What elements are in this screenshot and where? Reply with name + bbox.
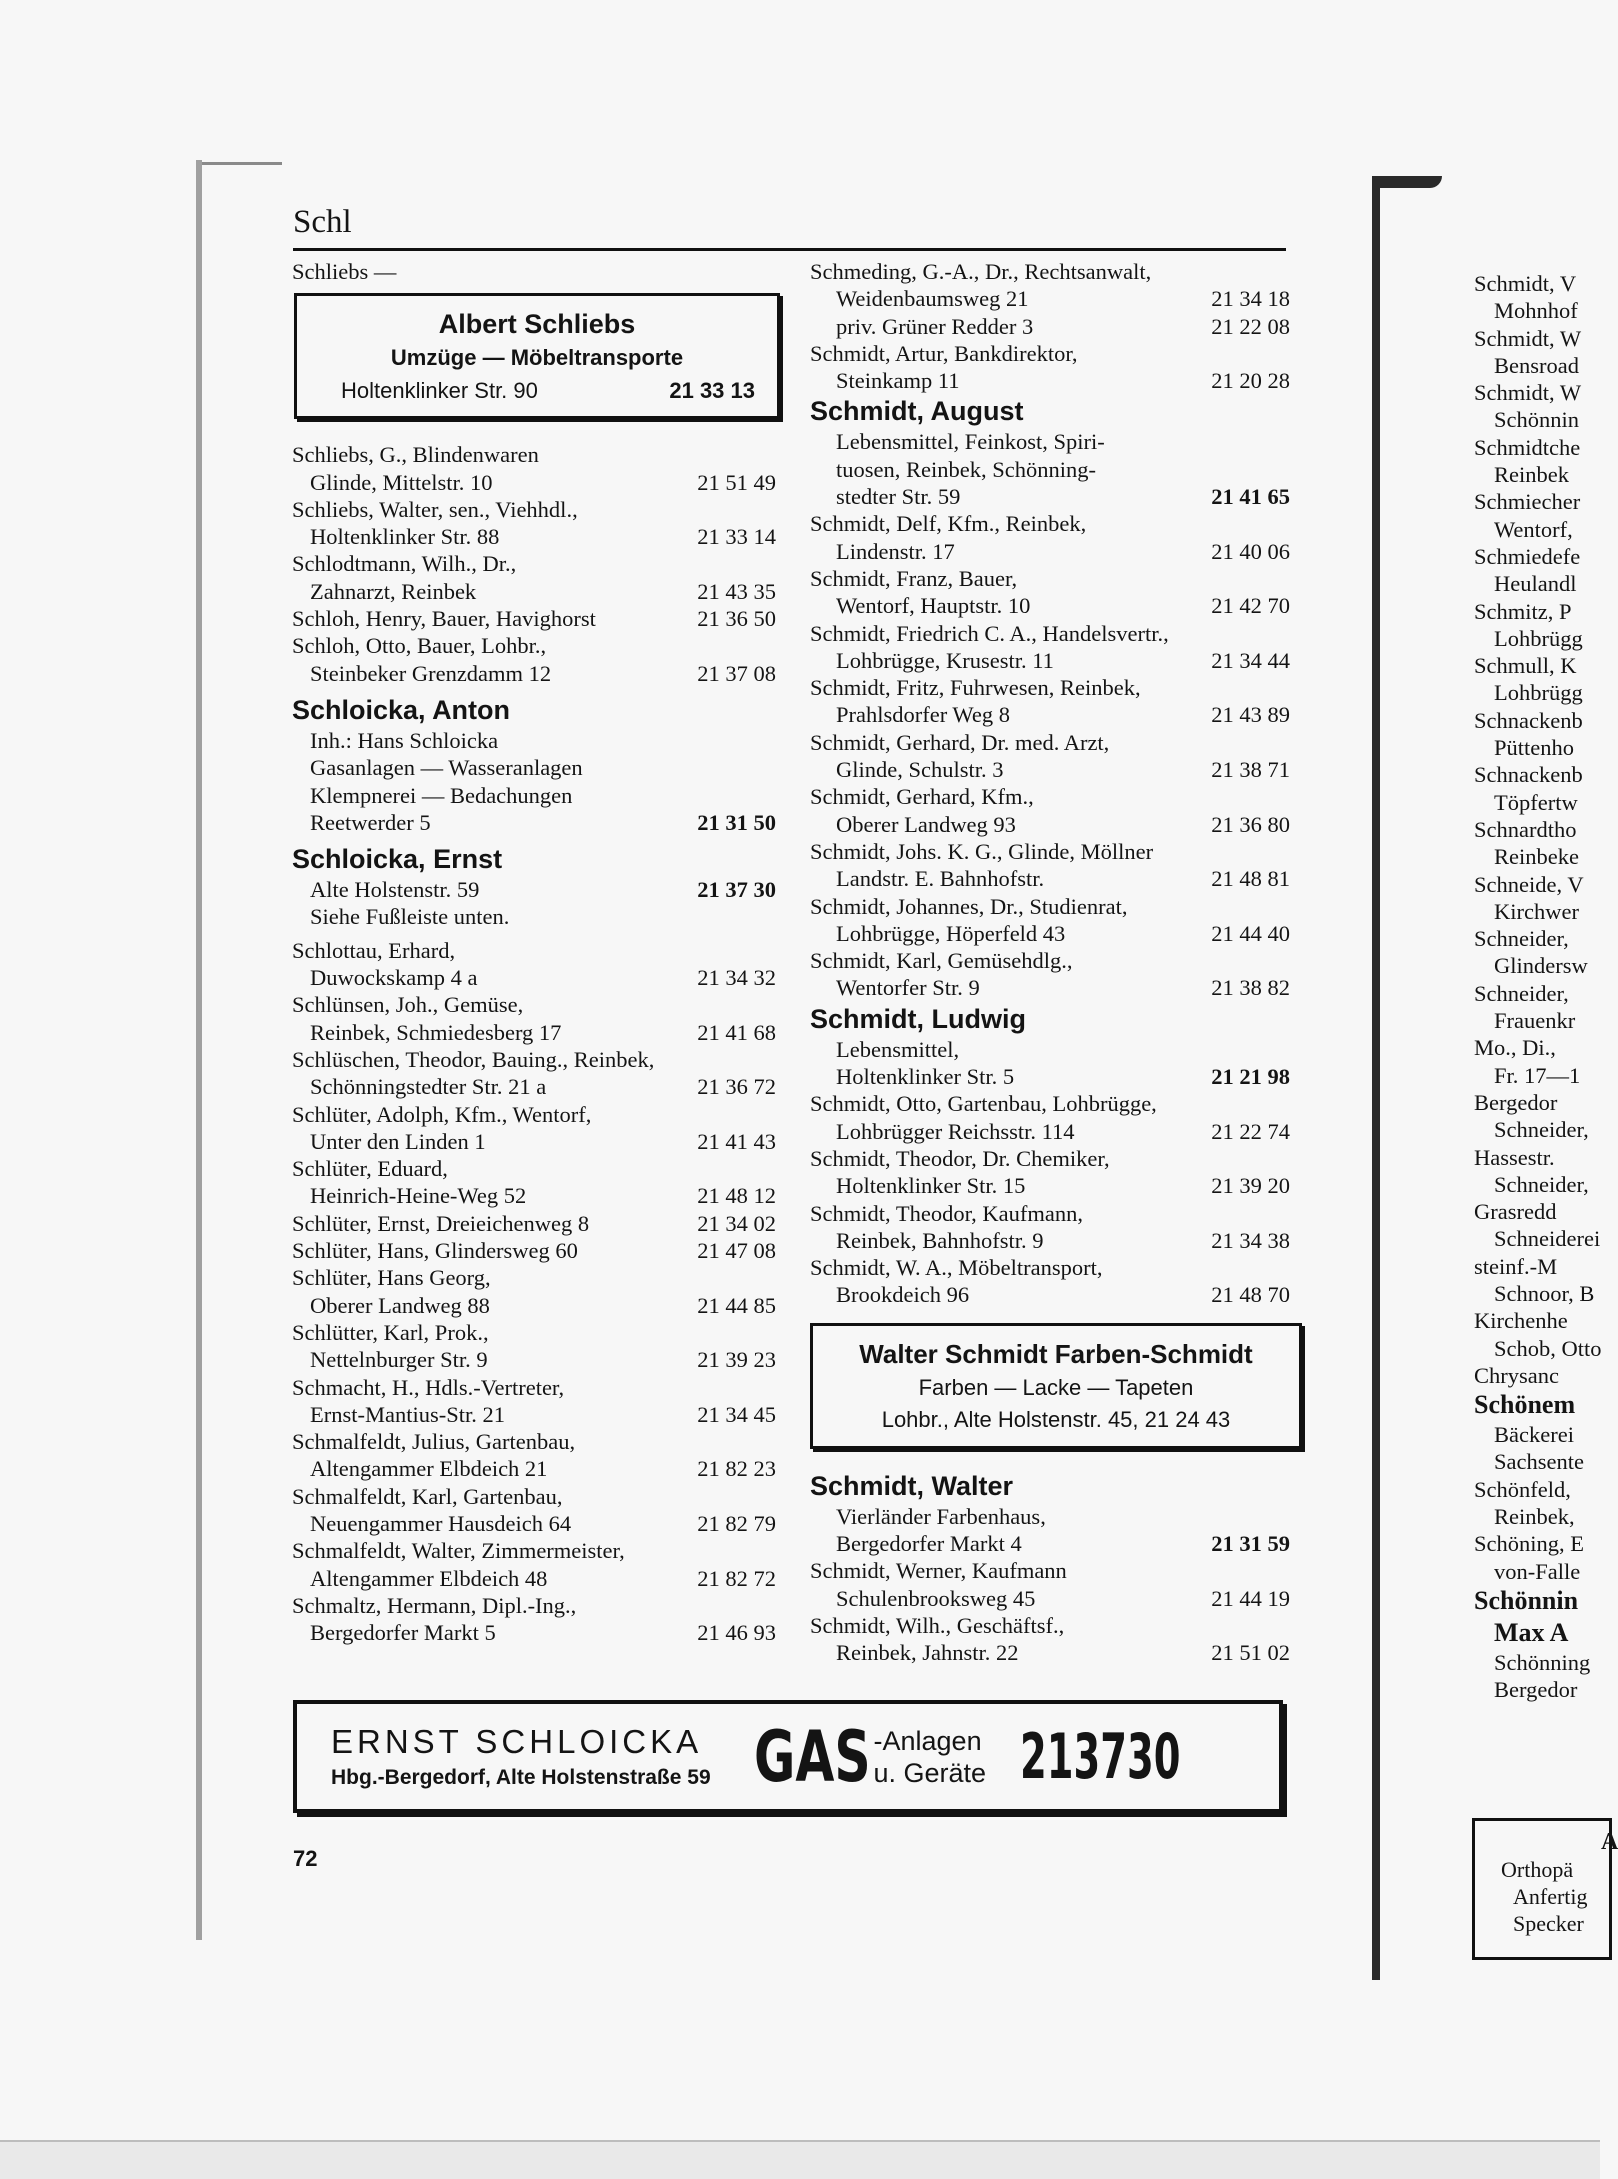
entry-address: Lohbrügge, Höperfeld 43	[836, 920, 1066, 946]
entry-heading: Schmidt, Walter	[810, 1470, 1014, 1501]
entry-detail	[810, 285, 1290, 312]
footer-ad-line2: u. Geräte	[873, 1757, 987, 1788]
list-item	[810, 510, 1290, 565]
entry-name: Schmidt, Johannes, Dr., Studienrat,	[810, 893, 1128, 919]
entry-address: Holtenklinker Str. 15	[836, 1173, 1026, 1199]
right-column-fragment: Kirchwer	[1494, 898, 1579, 924]
entry-phone: 21 82 72	[697, 1565, 776, 1591]
entry-address: Unter den Linden 1	[310, 1128, 486, 1154]
list-item	[292, 1319, 776, 1374]
list-item	[810, 340, 1290, 395]
right-column-fragment: Wentorf,	[1494, 516, 1573, 542]
entry-phone: 21 46 93	[697, 1620, 776, 1646]
entry-phone: 21 36 80	[1211, 811, 1290, 837]
entry-detail	[292, 1128, 776, 1155]
footer-ad-company: ERNST SCHLOICKA	[331, 1722, 703, 1760]
entry-phone: 21 36 50	[697, 606, 776, 632]
entry-phone: 21 40 06	[1211, 538, 1290, 564]
entry-heading: Schloicka, Anton	[292, 694, 511, 725]
ad-subtitle: Farben — Lacke — Tapeten	[918, 1374, 1194, 1400]
entry-phone: 21 44 85	[697, 1292, 776, 1318]
right-column-fragment: Lohbrügg	[1494, 625, 1583, 651]
entry-name: Schlüschen, Theodor, Bauing., Reinbek,	[292, 1046, 655, 1072]
entry-name: Schmidt, Theodor, Kaufmann,	[810, 1200, 1084, 1226]
entry-detail	[292, 876, 776, 903]
right-column-fragment: Schmull, K	[1474, 653, 1577, 679]
entry-detail	[292, 1401, 776, 1428]
entry-address: Lohbrügge, Krusestr. 11	[836, 647, 1054, 673]
right-column-fragment: Bäckerei	[1494, 1422, 1574, 1448]
entry-address: Wentorfer Str. 9	[836, 975, 980, 1001]
entry-detail	[810, 1585, 1290, 1612]
entry-detail	[292, 1292, 776, 1319]
entry-phone: 21 37 30	[697, 877, 776, 903]
entry-address: Wentorf, Hauptstr. 10	[836, 593, 1031, 619]
ad-address: Lohbr., Alte Holstenstr. 45, 21 24 43	[881, 1406, 1231, 1432]
entry-detail	[292, 1565, 776, 1592]
entry-name: Schmalfeldt, Walter, Zimmermeister,	[292, 1538, 625, 1564]
entry-phone: 21 51 02	[1211, 1640, 1290, 1666]
ad-address-row	[313, 374, 761, 406]
ad-address: Holtenklinker Str. 90	[341, 378, 538, 404]
entry-address: Bergedorfer Markt 5	[310, 1620, 496, 1646]
right-column-fragment: Hassestr.	[1474, 1144, 1555, 1170]
scan-bottom-band	[0, 2140, 1600, 2179]
entry-phone: 21 82 23	[697, 1456, 776, 1482]
right-column-fragment: Schönem	[1474, 1390, 1576, 1420]
list-item	[292, 1155, 776, 1210]
left-column	[292, 258, 776, 1646]
right-column-fragment: Schnackenb	[1474, 707, 1583, 733]
right-column-fragment: Schneider,	[1494, 1117, 1589, 1143]
entry-phone: 21 22 74	[1211, 1118, 1290, 1144]
entry-phone: 21 41 65	[1211, 484, 1290, 510]
right-column-fragment: Heulandl	[1494, 571, 1577, 597]
entry-phone: 21 48 12	[697, 1183, 776, 1209]
list-item	[810, 947, 1290, 1002]
entry-detail	[292, 469, 776, 496]
entry-detail	[810, 701, 1290, 728]
right-column-fragment: Schmiedefe	[1474, 543, 1581, 569]
entry-name: Schmidt, Wilh., Geschäftsf.,	[810, 1612, 1065, 1638]
entry-address: Holtenklinker Str. 88	[310, 524, 500, 550]
entry-detail	[810, 865, 1290, 892]
list-item	[292, 1210, 776, 1237]
entry-detail	[292, 1619, 776, 1646]
right-column-fragment: Töpfertw	[1494, 789, 1578, 815]
ad-subtitle: Umzüge — Möbeltransporte	[390, 345, 684, 371]
entry-detail	[810, 1281, 1290, 1308]
entry-phone: 21 38 71	[1211, 757, 1290, 783]
book-spine	[1372, 180, 1380, 1980]
entry-address: Glinde, Mittelstr. 10	[310, 469, 493, 495]
ad-title: Albert Schliebs	[438, 309, 636, 340]
entry-phone: 21 37 08	[697, 660, 776, 686]
list-item	[292, 550, 776, 605]
list-item	[292, 1483, 776, 1538]
entry-address: Ernst-Mantius-Str. 21	[310, 1401, 505, 1427]
entry-heading: Schmidt, August	[810, 396, 1024, 427]
entry-phone: 21 41 68	[697, 1019, 776, 1045]
entry-phone: 21 31 50	[697, 809, 776, 835]
right-column-fragment: Schmidtche	[1474, 434, 1581, 460]
ad-phone: 21 33 13	[669, 378, 755, 404]
entry-address: Altengammer Elbdeich 21	[310, 1456, 548, 1482]
entry-address: Schönningstedter Str. 21 a	[310, 1074, 547, 1100]
entry-name: Schmalfeldt, Julius, Gartenbau,	[292, 1429, 576, 1455]
entry-phone: 21 43 89	[1211, 702, 1290, 728]
entry-address: Prahlsdorfer Weg 8	[836, 702, 1010, 728]
list-item	[810, 729, 1290, 784]
entry-address: Brookdeich 96	[836, 1282, 970, 1308]
list-item	[292, 937, 776, 992]
right-column-fragment: Lohbrügg	[1494, 680, 1583, 706]
entry-address: Steinkamp 11	[836, 368, 960, 394]
entry-address: Duwockskamp 4 a	[310, 965, 478, 991]
entry-name: Schmidt, Friedrich C. A., Handelsvertr.,	[810, 620, 1169, 646]
list-item	[810, 1145, 1290, 1200]
list-item	[810, 1612, 1290, 1667]
entry-detail	[292, 1455, 776, 1482]
entry-name: Schloh, Otto, Bauer, Lohbr.,	[292, 633, 547, 659]
entry-name: Schmaltz, Hermann, Dipl.-Ing.,	[292, 1592, 577, 1618]
lead-text: Schliebs —	[292, 259, 397, 284]
right-column-fragment: Sachsente	[1494, 1449, 1584, 1475]
footer-ad-street: Hbg.-Bergedorf, Alte Holstenstraße 59	[331, 1765, 711, 1789]
list-item	[292, 1537, 776, 1592]
entry-detail	[810, 313, 1290, 340]
right-column-fragment: Reinbek,	[1494, 1504, 1575, 1530]
entry-phone: 21 36 72	[697, 1074, 776, 1100]
entry-detail	[810, 538, 1290, 565]
entry-detail-line: Vierländer Farbenhaus,	[836, 1503, 1046, 1529]
entry-name: Schmidt, Theodor, Dr. Chemiker,	[810, 1145, 1110, 1171]
entry-name: Schlüter, Hans Georg,	[292, 1265, 491, 1291]
entry-phone: 21 34 02	[697, 1210, 776, 1236]
entry-detail	[810, 367, 1290, 394]
right-column-fragment: Schneider,	[1474, 980, 1569, 1006]
entry-name: Schliebs, G., Blindenwaren	[292, 442, 539, 468]
entry-name: Schlüter, Hans, Glindersweg 60	[292, 1238, 578, 1264]
right-column-fragment: Fr. 17—1	[1494, 1062, 1581, 1088]
entry-phone: 21 47 08	[697, 1238, 776, 1264]
list-item	[292, 632, 776, 687]
right-column-fragment: von-Falle	[1494, 1558, 1581, 1584]
entry-name: Schlünsen, Joh., Gemüse,	[292, 992, 524, 1018]
entry-detail	[292, 964, 776, 991]
right-column-fragment: Schmidt, V	[1474, 271, 1577, 296]
right-column-fragment: Schneide, V	[1474, 871, 1584, 897]
right-column-fragment: Schnackenb	[1474, 762, 1583, 788]
entry-address: Bergedorfer Markt 4	[836, 1530, 1022, 1556]
entry-phone: 21 39 23	[697, 1347, 776, 1373]
entry-address: Lindenstr. 17	[836, 538, 955, 564]
entry-detail	[292, 1510, 776, 1537]
right-ad-line: Specker	[1513, 1911, 1584, 1936]
entry-phone: 21 31 59	[1211, 1530, 1290, 1556]
entry-detail	[810, 1530, 1290, 1557]
entry-phone: 21 82 79	[697, 1510, 776, 1536]
entry-detail	[810, 1639, 1290, 1666]
entry-detail	[810, 811, 1290, 838]
entry-phone: 21 51 49	[697, 469, 776, 495]
right-ad-line: Orthopä	[1501, 1857, 1574, 1882]
entry-name: Schmidt, Gerhard, Dr. med. Arzt,	[810, 729, 1110, 755]
entry-detail	[810, 592, 1290, 619]
list-item	[292, 1428, 776, 1483]
right-column-fragment: Glindersw	[1494, 953, 1588, 979]
footer-ad-line1: -Anlagen	[873, 1725, 982, 1756]
entry-address: Steinbeker Grenzdamm 12	[310, 660, 552, 686]
right-column-fragment: Schmitz, P	[1474, 598, 1572, 624]
entry-name: Schmidt, Delf, Kfm., Reinbek,	[810, 511, 1087, 537]
right-ad-fragment	[1472, 1818, 1618, 1960]
right-column-fragment: Reinbeke	[1494, 844, 1579, 870]
right-column-fragment: Bensroad	[1494, 352, 1579, 378]
entry-address: Zahnarzt, Reinbek	[310, 578, 477, 604]
entry-detail-line: Klempnerei — Bedachungen	[310, 782, 573, 808]
entry-detail	[810, 756, 1290, 783]
entry-name: Schmidt, W. A., Möbeltransport,	[810, 1255, 1103, 1281]
entry-address: Reinbek, Bahnhofstr. 9	[836, 1227, 1044, 1253]
right-column-fragment: Max A	[1494, 1617, 1569, 1647]
right-column-fragment: Schönning	[1494, 1649, 1591, 1675]
entry-detail-line: tuosen, Reinbek, Schönning-	[836, 456, 1096, 482]
entry-detail	[292, 660, 776, 687]
entry-phone: 21 34 38	[1211, 1227, 1290, 1253]
entry-phone: 21 34 44	[1211, 647, 1290, 673]
list-item	[810, 1557, 1290, 1612]
entry-address: Reinbek, Schmiedesberg 17	[310, 1019, 562, 1045]
entry-heading: Schloicka, Ernst	[292, 844, 503, 875]
right-column-fragment: Schönnin	[1494, 407, 1580, 433]
entry-address: Nettelnburger Str. 9	[310, 1347, 488, 1373]
entry-phone: 21 39 20	[1211, 1173, 1290, 1199]
entry-address: Reinbek, Jahnstr. 22	[836, 1640, 1019, 1666]
ad-albert-schliebs	[294, 293, 780, 419]
entry-phone: 21 21 98	[1211, 1064, 1290, 1090]
entry-name: Schlüter, Adolph, Kfm., Wentorf,	[292, 1101, 592, 1127]
entry-phone: 21 34 32	[697, 965, 776, 991]
list-item	[292, 1264, 776, 1319]
list-item	[810, 1090, 1290, 1145]
entry-note: Siehe Fußleiste unten.	[310, 904, 510, 930]
right-column-fragment: Schönfeld,	[1474, 1476, 1571, 1502]
entry-address: Neuengammer Hausdeich 64	[310, 1510, 572, 1536]
entry-detail	[292, 578, 776, 605]
list-item	[292, 496, 776, 551]
entry-phone: 21 33 14	[697, 524, 776, 550]
entry-address: Oberer Landweg 93	[836, 811, 1016, 837]
entry-phone: 21 44 19	[1211, 1585, 1290, 1611]
list-item	[810, 783, 1290, 838]
right-column-fragment: Grasredd	[1474, 1199, 1557, 1225]
entry-address: Alte Holstenstr. 59	[310, 877, 480, 903]
entry-phone: 21 48 70	[1211, 1282, 1290, 1308]
list-item	[292, 1237, 776, 1264]
entry-name: Schmidt, Fritz, Fuhrwesen, Reinbek,	[810, 675, 1141, 701]
entry-name: Schlottau, Erhard,	[292, 937, 456, 963]
right-column-fragment: Schönnin	[1474, 1585, 1579, 1615]
right-column-fragment: Schmidt, W	[1474, 325, 1582, 351]
page-number: 72	[293, 1846, 318, 1871]
middle-column	[810, 258, 1290, 1666]
header-rule	[293, 248, 1286, 251]
right-ad-line: A	[1601, 1829, 1618, 1855]
entry-detail	[292, 809, 776, 836]
entry-name: Schmidt, Werner, Kaufmann	[810, 1558, 1067, 1584]
entry-address: Landstr. E. Bahnhofstr.	[836, 866, 1045, 892]
page-top-edge	[202, 162, 282, 165]
list-item	[810, 620, 1290, 675]
entry-name: Schlüter, Eduard,	[292, 1156, 448, 1182]
entry-name: Schloh, Henry, Bauer, Havighorst	[292, 606, 596, 632]
entry-heading: Schmidt, Ludwig	[810, 1003, 1026, 1034]
page-edge	[196, 160, 202, 1940]
right-column-fragment: Reinbek	[1494, 462, 1569, 488]
entry-name: Schmidt, Karl, Gemüsehdlg.,	[810, 948, 1073, 974]
list-item	[810, 1254, 1290, 1309]
entry-name: Schmeding, G.-A., Dr., Rechtsanwalt,	[810, 259, 1152, 284]
right-column-fragment: Schmiecher	[1474, 489, 1581, 515]
right-column-fragment: Schneider,	[1494, 1171, 1589, 1197]
right-column-fragment: Frauenkr	[1494, 1008, 1576, 1034]
entry-detail	[292, 1346, 776, 1373]
right-column-fragment: Schnardtho	[1474, 816, 1577, 842]
entry-phone: 21 48 81	[1211, 866, 1290, 892]
entry-name: Schliebs, Walter, sen., Viehhdl.,	[292, 496, 578, 522]
right-column-fragment: Schneider,	[1474, 926, 1569, 952]
right-column-fragment: Schöning, E	[1474, 1531, 1584, 1557]
entry-detail	[810, 974, 1290, 1001]
entry-phone: 21 22 08	[1211, 313, 1290, 339]
entry-name: Schlodtmann, Wilh., Dr.,	[292, 551, 517, 577]
entry-phone: 21 20 28	[1211, 368, 1290, 394]
entry-phone: 21 41 43	[697, 1128, 776, 1154]
list-item	[292, 605, 776, 632]
entry-detail-line: Lebensmittel,	[836, 1036, 960, 1062]
list-item	[292, 1374, 776, 1429]
entry-detail	[292, 1182, 776, 1209]
entry-address: Glinde, Schulstr. 3	[836, 757, 1004, 783]
book-spine-cap	[1372, 176, 1442, 188]
right-column-fragment: steinf.-M	[1474, 1253, 1558, 1279]
entry-name: Schmacht, H., Hdls.-Vertreter,	[292, 1374, 565, 1400]
entry-phone: 21 44 40	[1211, 920, 1290, 946]
right-column-fragment: Schmidt, W	[1474, 380, 1582, 406]
page-header-tab: Schl	[293, 204, 352, 240]
right-ad-line: Anfertig	[1513, 1884, 1588, 1909]
entry-address: Heinrich-Heine-Weg 52	[310, 1183, 527, 1209]
right-column-fragment: Schnoor, B	[1494, 1280, 1595, 1306]
footer-ad-services	[874, 1725, 1021, 1789]
entry-address: Oberer Landweg 88	[310, 1292, 490, 1318]
entry-name: Schmidt, Franz, Bauer,	[810, 565, 1018, 591]
list-item	[810, 674, 1290, 729]
entry-phone: 21 38 82	[1211, 975, 1290, 1001]
right-column-fragments	[1474, 270, 1600, 1704]
entry-name: Schmidt, Gerhard, Kfm.,	[810, 784, 1034, 810]
list-item	[292, 441, 776, 496]
entry-detail-line: Gasanlagen — Wasseranlagen	[310, 755, 583, 781]
entry-detail-line: Inh.: Hans Schloicka	[310, 727, 499, 753]
footer-ad-company-block	[297, 1721, 744, 1793]
entry-detail	[292, 523, 776, 550]
entry-detail	[810, 1063, 1290, 1090]
entry-name: Schmidt, Artur, Bankdirektor,	[810, 340, 1078, 366]
right-column-fragment: Bergedor	[1474, 1089, 1558, 1115]
list-item	[810, 258, 1290, 340]
entry-address: priv. Grüner Redder 3	[836, 313, 1034, 339]
entry-address: Altengammer Elbdeich 48	[310, 1565, 548, 1591]
footer-ad-ernst-schloicka	[293, 1700, 1283, 1813]
entry-detail	[810, 647, 1290, 674]
entry-name: Schmidt, Otto, Gartenbau, Lohbrügge,	[810, 1091, 1157, 1117]
entry-address: Lohbrügger Reichsstr. 114	[836, 1118, 1075, 1144]
entry-detail	[810, 1172, 1290, 1199]
entry-name: Schlütter, Karl, Prok.,	[292, 1319, 489, 1345]
right-column-fragment: Mo., Di.,	[1474, 1035, 1556, 1061]
entry-detail	[810, 483, 1290, 510]
entry-detail	[810, 920, 1290, 947]
entry-name: Schmalfeldt, Karl, Gartenbau,	[292, 1483, 563, 1509]
right-column-fragment: Mohnhof	[1494, 298, 1578, 324]
entry-detail	[810, 1118, 1290, 1145]
right-column-fragment: Püttenho	[1494, 735, 1575, 761]
entry-address: Weidenbaumsweg 21	[836, 286, 1029, 312]
list-item	[292, 1592, 776, 1647]
entry-address: Schulenbrooksweg 45	[836, 1585, 1036, 1611]
entry-phone: 21 43 35	[697, 578, 776, 604]
list-item	[292, 1046, 776, 1101]
right-column-fragment: Schob, Otto	[1494, 1335, 1602, 1361]
entry-phone: 21 34 18	[1211, 286, 1290, 312]
entry-name: Schmidt, Johs. K. G., Glinde, Möllner	[810, 838, 1154, 864]
entry-address: stedter Str. 59	[836, 484, 961, 510]
entry-detail-line: Lebensmittel, Feinkost, Spiri-	[836, 429, 1105, 455]
entry-address: Reetwerder 5	[310, 809, 431, 835]
entry-detail	[292, 1073, 776, 1100]
entry-address: Holtenklinker Str. 5	[836, 1064, 1015, 1090]
entry-phone: 21 34 45	[697, 1401, 776, 1427]
entry-name: Schlüter, Ernst, Dreieichenweg 8	[292, 1210, 590, 1236]
list-item	[292, 1101, 776, 1156]
list-item	[292, 991, 776, 1046]
ad-walter-schmidt	[810, 1323, 1302, 1449]
right-column-fragment: Schneiderei	[1494, 1226, 1601, 1252]
list-item	[810, 838, 1290, 893]
footer-ad-gas: GAS	[753, 1715, 871, 1798]
ad-title: Walter Schmidt Farben-Schmidt	[859, 1338, 1253, 1369]
list-item	[810, 1200, 1290, 1255]
right-column-fragment: Kirchenhe	[1474, 1308, 1568, 1334]
list-item	[810, 893, 1290, 948]
entry-detail	[810, 1227, 1290, 1254]
right-column-fragment: Bergedor	[1494, 1677, 1578, 1703]
entry-phone: 21 42 70	[1211, 593, 1290, 619]
list-item	[810, 565, 1290, 620]
footer-ad-phone: 213730	[1020, 1720, 1181, 1793]
right-column-fragment: Chrysanc	[1474, 1362, 1559, 1388]
entry-detail	[292, 1019, 776, 1046]
